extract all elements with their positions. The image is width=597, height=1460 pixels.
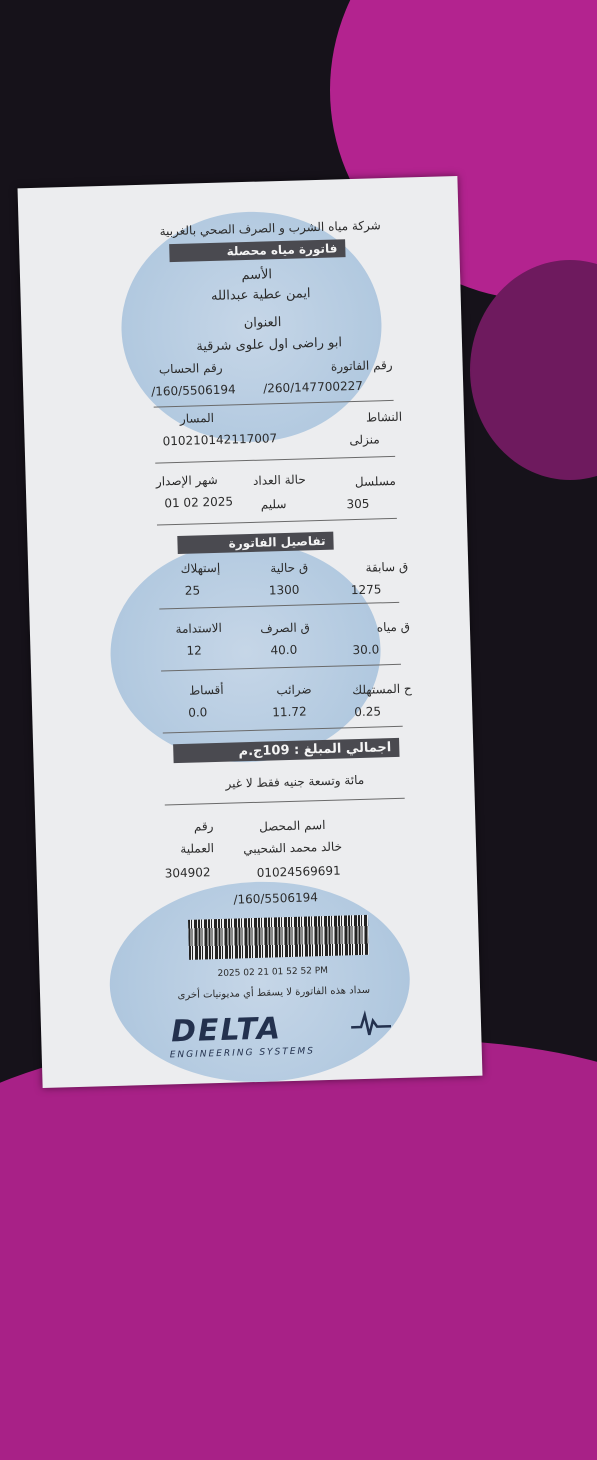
collector-label: اسم المحصل: [258, 817, 326, 834]
invoice-title: فاتورة مياه محصلة: [169, 239, 345, 262]
collector-name: خالد محمد الشحيبي: [243, 839, 343, 857]
consumption-label: إستهلاك: [180, 560, 221, 576]
sustainability-label: الاستدامة: [175, 620, 223, 637]
route-label: المسار: [179, 410, 215, 426]
consumption-value: 25: [184, 583, 201, 598]
issue-month-label: شهر الإصدار: [155, 472, 218, 489]
disclaimer: سداد هذه الفاتورة لا يسقط أي مديونيات أخرى: [177, 984, 371, 1002]
account-number-repeat: /160/5506194: [233, 890, 319, 907]
account-number: /160/5506194: [151, 382, 236, 399]
operation-label-1: رقم: [193, 819, 214, 834]
curr-reading-label: ق حالية: [270, 560, 309, 576]
delta-logo-text: DELTA: [170, 1011, 283, 1050]
pulse-icon: [351, 1008, 392, 1039]
installments-value: 0.0: [188, 705, 208, 720]
operation-number: 304902: [164, 865, 211, 881]
sustainability-value: 12: [186, 643, 202, 658]
serial-label: مسلسل: [354, 473, 397, 490]
delta-logo-subtitle: ENGINEERING SYSTEMS: [169, 1046, 316, 1061]
timestamp: 2025 02 21 01 52 52 PM: [217, 965, 329, 980]
installments-label: أقساط: [188, 682, 224, 698]
details-title: تفاصيل الفاتورة: [177, 532, 333, 554]
taxes-value: 11.72: [272, 704, 307, 720]
watermark-globe: [108, 538, 384, 765]
customer-name: ايمن عطية عبدالله: [210, 286, 311, 304]
divider: [155, 456, 395, 464]
operation-label-2: العملية: [180, 841, 215, 857]
activity-value: منزلى: [349, 432, 380, 448]
invoice-number: /260/147700227: [263, 378, 364, 396]
water-label: ق مياه: [376, 619, 411, 635]
taxes-label: ضرائب: [276, 682, 312, 698]
address-label: العنوان: [243, 315, 282, 332]
serial-value: 305: [346, 496, 370, 512]
curr-reading-value: 1300: [268, 582, 300, 598]
customer-address: ابو راضى اول علوى شرقية: [196, 335, 343, 355]
meter-status-value: سليم: [260, 496, 287, 512]
meter-status-label: حالة العداد: [252, 472, 306, 488]
consumer-account-value: 0.25: [354, 704, 382, 720]
collector-phone: 01024569691: [256, 863, 341, 880]
total-in-words: مائة وتسعة جنيه فقط لا غير: [225, 772, 365, 791]
water-value: 30.0: [352, 642, 380, 658]
invoice-number-label: رقم الفاتورة: [330, 357, 393, 374]
route-value: 010210142117007: [162, 431, 278, 449]
water-bill-receipt: [18, 176, 483, 1088]
total-amount: اجمالي المبلغ : 109ج.م: [173, 738, 399, 763]
sewage-value: 40.0: [270, 642, 298, 658]
activity-label: النشاط: [365, 409, 403, 425]
divider: [165, 798, 405, 806]
consumer-account-label: ح المستهلك: [352, 681, 412, 698]
company-name: شركة مياه الشرب و الصرف الصحي بالغربية: [159, 218, 381, 239]
divider: [157, 518, 397, 526]
issue-month-value: 01 02 2025: [164, 494, 234, 511]
background-pink-bottom: [0, 1040, 597, 1460]
name-label: الأسم: [241, 267, 273, 284]
prev-reading-label: ق سابقة: [365, 559, 409, 575]
prev-reading-value: 1275: [350, 582, 382, 598]
sewage-label: ق الصرف: [260, 620, 311, 636]
barcode: [188, 915, 369, 960]
account-number-label: رقم الحساب: [158, 360, 223, 377]
